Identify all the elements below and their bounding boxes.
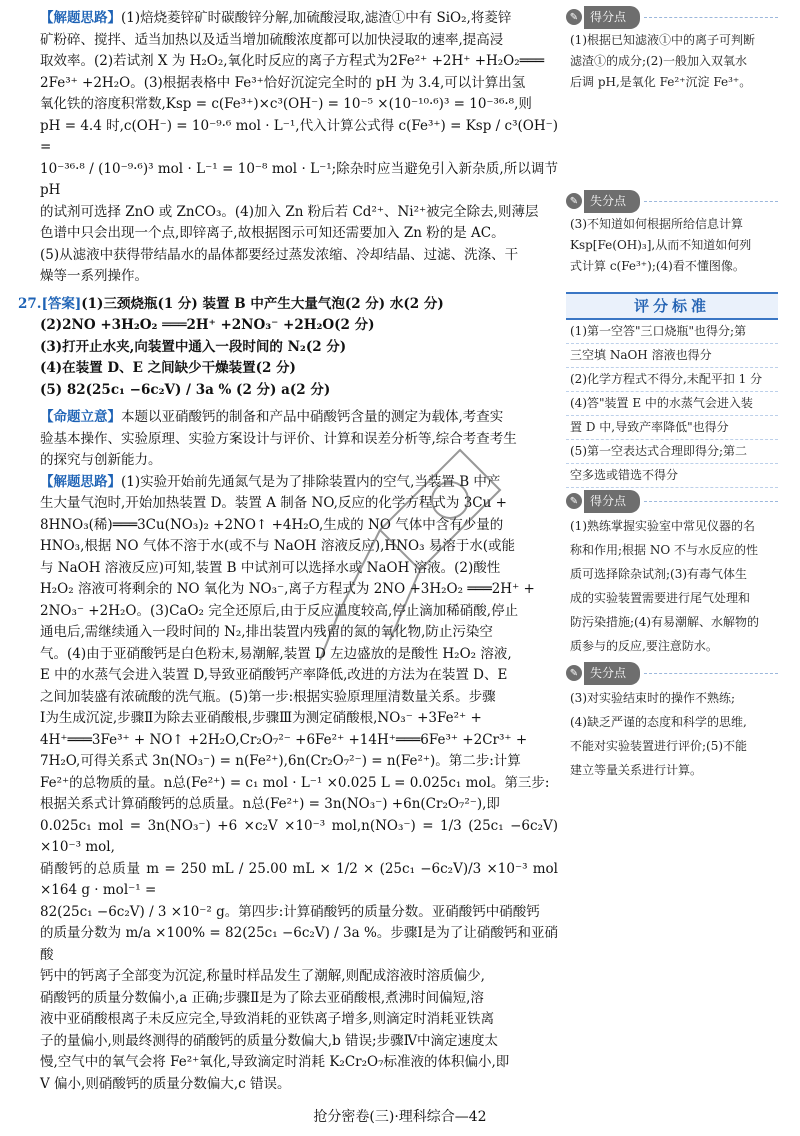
side-line: 滤渣①的成分;(2)一般加入双氧水 — [570, 54, 748, 68]
p26-line: 燥等一系列操作。 — [40, 268, 148, 284]
side-box-lose-2 — [566, 662, 778, 782]
side-header — [566, 662, 778, 684]
side-body — [566, 512, 778, 658]
p27-line: 钙中的钙离子全部变为沉淀,称量时样品发生了潮解,则配成溶液时溶质偏少, — [40, 968, 485, 984]
p27-line: 根据关系式计算硝酸钙的总质量。n总(Fe²⁺) = 3n(NO₃⁻) +6n(Cr₂O₇²⁻),即 — [40, 796, 500, 812]
p26-line: 的试剂可选择 ZnO 或 ZnCO₃。(4)加入 Zn 粉后若 Cd²⁺、Ni²⁺被完全除去,则薄层 — [40, 203, 539, 220]
divider — [644, 673, 778, 674]
p26-paragraph — [40, 8, 558, 288]
p26-line: (1)焙烧菱锌矿时碳酸锌分解,加硫酸浸取,滤渣①中有 SiO₂,将菱锌 — [121, 10, 512, 26]
side-line: (1)第一空答"三口烧瓶"也得分;第 — [566, 320, 778, 344]
p27-line: 与 NaOH 溶液反应)可知,装置 B 中试剂可以选择水或 NaOH 溶液。(2)酸性 — [40, 559, 501, 576]
divider — [644, 201, 778, 202]
intent-line: 本题以亚硝酸钙的制备和产品中硝酸钙含量的测定为载体,考查实 — [121, 409, 504, 425]
side-line: Ksp[Fe(OH)₃],从而不知道如何列 — [570, 238, 752, 252]
side-line: 建立等量关系进行计算。 — [570, 763, 703, 777]
side-box-scoring — [566, 292, 778, 488]
p26-line: 氧化铁的溶度积常数,Ksp = c(Fe³⁺)×c³(OH⁻) = 10⁻⁵ ×(10⁻¹⁰·⁶)³ = 10⁻³⁶·⁸,则 — [40, 96, 532, 112]
side-title: 得分点 — [584, 490, 640, 513]
intent-paragraph — [40, 407, 558, 472]
side-line: (1)熟练掌握实验室中常见仪器的名 — [570, 519, 755, 533]
side-line: (4)答"装置 E 中的水蒸气会进入装 — [566, 392, 778, 416]
p26-line: 色谱中只会出现一个点,即锌离子,故根据图示可知还需要加入 Zn 粉的是 AC。 — [40, 225, 505, 241]
side-header — [566, 6, 778, 28]
side-line: 质可选择除杂试剂;(3)有毒气体生 — [570, 567, 748, 581]
p27-line: HNO₃,根据 NO 气体不溶于水(或不与 NaOH 溶液反应),HNO₃ 易溶于水(或能 — [40, 538, 516, 554]
side-line: 防污染措施;(4)有易潮解、水解物的 — [570, 615, 760, 629]
side-line: 称和作用;根据 NO 不与水反应的性 — [570, 543, 759, 557]
pencil-icon: ✎ — [566, 493, 582, 509]
intent-label: 【命题立意】 — [40, 409, 121, 425]
side-line: 成的实验装置需要进行尾气处理和 — [570, 591, 751, 605]
p26-line: (5)从滤液中获得带结晶水的晶体都要经过蒸发浓缩、冷却结晶、过滤、洗涤、干 — [40, 246, 519, 263]
side-line: (3)对实验结束时的操作不熟练; — [570, 691, 736, 705]
side-box-score-2 — [566, 490, 778, 658]
side-body — [566, 28, 778, 93]
answer-text: (1)三颈烧瓶(1 分) 装置 B 中产生大量气泡(2 分) 水(2 分) — [81, 295, 444, 312]
answer-label: [答案] — [41, 295, 82, 312]
p27-line: 之间加装盛有浓硫酸的洗气瓶。(5)第一步:根据实验原理厘清数量关系。步骤 — [40, 688, 496, 705]
p27-line: 子的量偏小,则最终测得的硝酸钙的质量分数偏大,b 错误;步骤Ⅳ中滴定速度太 — [40, 1032, 499, 1049]
p27-line: Ⅰ为生成沉淀,步骤Ⅱ为除去亚硝酸根,步骤Ⅲ为测定硝酸根,NO₃⁻ +3Fe²⁺ + — [40, 710, 482, 726]
answer-line — [18, 294, 558, 316]
p27-paragraph — [40, 472, 558, 1096]
p27-line: 0.025c₁ mol = 3n(NO₃⁻) +6 ×c₂V ×10⁻³ mol,n(NO₃⁻) = 1/3 (25c₁ −6c₂V) ×10⁻³ mol, — [40, 817, 558, 855]
side-header — [566, 490, 778, 512]
p27-line: (1)实验开始前先通氮气是为了排除装置内的空气,当装置 B 中产 — [121, 473, 501, 490]
p27-line: 慢,空气中的氧气会将 Fe²⁺氧化,导致滴定时消耗 K₂Cr₂O₇标准液的体积偏小,即 — [40, 1054, 510, 1070]
intent-line: 验基本操作、实验原理、实验方案设计与评价、计算和误差分析等,综合考查考生 — [40, 430, 517, 447]
p26-line: 矿粉碎、搅拌、适当加热以及适当增加硫酸浓度都可以加快浸取的速率,提高浸 — [40, 31, 504, 48]
p27-line: 液中亚硝酸根离子未反应完全,导致消耗的亚铁离子增多,则滴定时消耗亚铁离 — [40, 1011, 495, 1027]
p27-line: 气。(4)由于亚硝酸钙是白色粉末,易潮解,装置 D 左边盛放的是酸性 H₂O₂ 溶液, — [40, 645, 512, 662]
divider — [644, 501, 778, 502]
scoring-title: 评分标准 — [566, 292, 778, 320]
p27-line: 8HNO₃(稀)═══3Cu(NO₃)₂ +2NO↑ +4H₂O,生成的 NO 气体中含有少量的 — [40, 516, 504, 533]
p27-line: 通电后,需继续通入一段时间的 N₂,排出装置内残留的氮的氧化物,防止污染空 — [40, 624, 493, 640]
p26-line: 2Fe³⁺ +2H₂O。(3)根据表格中 Fe³⁺恰好沉淀完全时的 pH 为 3.4,可以计算出氢 — [40, 74, 526, 91]
p27-line: 生大量气泡时,开始加热装置 D。装置 A 制备 NO,反应的化学方程式为 3Cu + — [40, 495, 507, 511]
answer-line: (2)2NO +3H₂O₂ ═══2H⁺ +2NO₃⁻ +2H₂O(2 分) — [40, 317, 375, 333]
p26-line: 取效率。(2)若试剂 X 为 H₂O₂,氧化时反应的离子方程式为2Fe²⁺ +2H⁺ +H₂O₂═══ — [40, 53, 545, 69]
side-line: (1)根据已知滤液①中的离子可判断 — [570, 33, 755, 47]
side-box-score-1 — [566, 6, 778, 93]
p27-line: 4H⁺═══3Fe³⁺ + NO↑ +2H₂O,Cr₂O₇²⁻ +6Fe²⁺ +14H⁺═══6Fe³⁺ +2Cr³⁺ + — [40, 731, 528, 748]
side-line: 不能对实验装置进行评价;(5)不能 — [570, 739, 748, 753]
answer-line: (5) 82(25c₁ −6c₂V) / 3a % (2 分) a(2 分) — [40, 381, 331, 398]
intent-line: 的探究与创新能力。 — [40, 452, 162, 468]
p27-line: 硝酸钙的总质量 m = 250 mL / 25.00 mL × 1/2 × (25c₁ −6c₂V)/3 ×10⁻³ mol ×164 g · mol⁻¹ = — [40, 860, 558, 898]
side-line: (2)化学方程式不得分,未配平扣 1 分 — [566, 368, 778, 392]
p27-line: 的质量分数为 m/a ×100% = 82(25c₁ −6c₂V) / 3a %。步骤Ⅰ是为了让硝酸钙和亚硝酸 — [40, 925, 558, 963]
side-title: 失分点 — [584, 190, 640, 213]
p27-line: V 偏小,则硝酸钙的质量分数偏大,c 错误。 — [40, 1075, 291, 1092]
side-line: 质参与的反应,要注意防水。 — [570, 639, 718, 653]
page-footer: 抢分密卷(三)·理科综合—42 — [313, 1109, 487, 1125]
side-body — [566, 212, 778, 277]
side-title: 失分点 — [584, 662, 640, 685]
side-box-lose-1 — [566, 190, 778, 277]
p27-line: 2NO₃⁻ +2H₂O。(3)CaO₂ 完全还原后,由于反应温度较高,停止滴加稀硝酸,停止 — [40, 602, 519, 619]
question-number: 27. — [18, 295, 42, 312]
p27-line: 硝酸钙的质量分数偏小,a 正确;步骤Ⅱ是为了除去亚硝酸根,煮沸时间偏短,溶 — [40, 989, 484, 1006]
side-body — [566, 684, 778, 782]
p26-line: 10⁻³⁶·⁸ / (10⁻⁹·⁶)³ mol · L⁻¹ = 10⁻⁸ mol · L⁻¹;除杂时应当避免引入新杂质,所以调节 pH — [40, 160, 558, 198]
pencil-icon: ✎ — [566, 193, 582, 209]
side-line: (5)第一空表达式合理即得分;第二 — [566, 440, 778, 464]
p27-line: H₂O₂ 溶液可将剩余的 NO 氧化为 NO₃⁻,离子方程式为 2NO +3H₂O₂ ═══2H⁺ + — [40, 581, 535, 597]
p27-line: 7H₂O,可得关系式 3n(NO₃⁻) = n(Fe²⁺),6n(Cr₂O₇²⁻) = n(Fe²⁺)。第二步:计算 — [40, 753, 521, 769]
p27-label: 【解题思路】 — [40, 473, 121, 490]
divider — [644, 17, 778, 18]
side-header — [566, 190, 778, 212]
side-line: 后调 pH,是氧化 Fe²⁺沉淀 Fe³⁺。 — [570, 75, 752, 89]
answer-line: (4)在装置 D、E 之间缺少干燥装置(2 分) — [40, 360, 296, 376]
scoring-body — [566, 320, 778, 488]
p27-line: E 中的水蒸气会进入装置 D,导致亚硝酸钙产率降低,改进的方法为在装置 D、E — [40, 667, 508, 683]
p26-label: 【解题思路】 — [40, 10, 121, 26]
side-line: 空多选或错选不得分 — [566, 464, 778, 488]
p27-line: 82(25c₁ −6c₂V) / 3 ×10⁻² g。第四步:计算硝酸钙的质量分数。亚硝酸钙中硝酸钙 — [40, 903, 540, 920]
side-title: 得分点 — [584, 6, 640, 29]
p26-line: pH = 4.4 时,c(OH⁻) = 10⁻⁹·⁶ mol · L⁻¹,代入计算公式得 c(Fe³⁺) = Ksp / c³(OH⁻) = — [40, 117, 558, 155]
pencil-icon: ✎ — [566, 665, 582, 681]
main-column — [18, 8, 558, 1095]
p27-line: Fe²⁺的总物质的量。n总(Fe²⁺) = c₁ mol · L⁻¹ ×0.025 L = 0.025c₁ mol。第三步: — [40, 774, 550, 791]
side-line: (4)缺乏严谨的态度和科学的思维, — [570, 715, 747, 729]
side-line: 三空填 NaOH 溶液也得分 — [566, 344, 778, 368]
side-line: 式计算 c(Fe³⁺);(4)看不懂图像。 — [570, 259, 745, 273]
side-line: (3)不知道如何根据所给信息计算 — [570, 217, 743, 231]
side-line: 置 D 中,导致产率降低"也得分 — [566, 416, 778, 440]
pencil-icon: ✎ — [566, 9, 582, 25]
answer-line: (3)打开止水夹,向装置中通入一段时间的 N₂(2 分) — [40, 338, 347, 355]
